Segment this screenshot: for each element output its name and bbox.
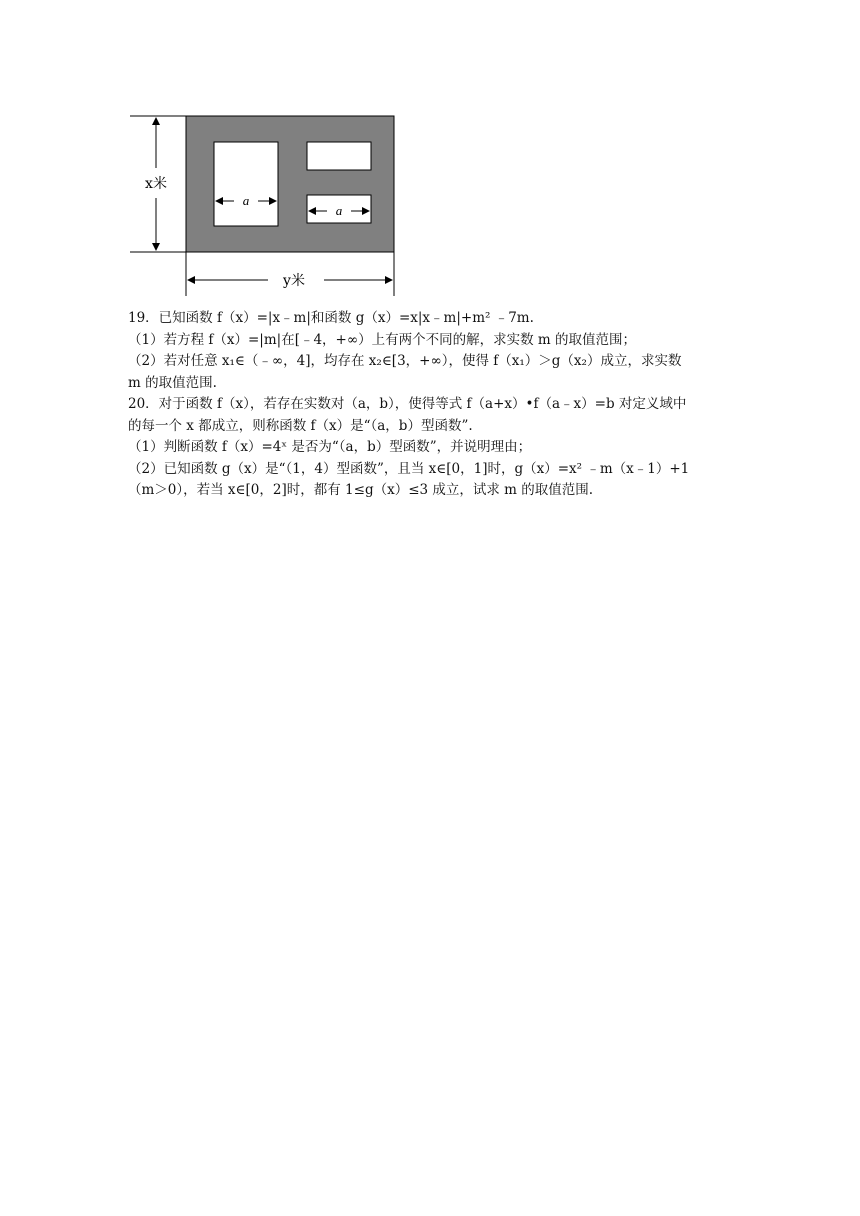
- problem-text: [128, 308, 738, 502]
- y-label: y米: [283, 273, 305, 289]
- x-label: x米: [145, 176, 167, 192]
- problem20-line5: （m＞0），若当 x∈[0，2]时，都有 1≤g（x）≤3 成立，试求 m 的取值范围.: [128, 482, 594, 498]
- problem20-line3: （1）判断函数 f（x）=4ˣ 是否为“（a，b）型函数”，并说明理由；: [128, 439, 532, 455]
- top-right-window: [307, 142, 371, 170]
- problem19-line3: （2）若对任意 x₁∈（﹣∞，4]，均存在 x₂∈[3，+∞），使得 f（x₁）＞g（x₂）成立，求实数: [128, 353, 682, 369]
- problem19-line4: m 的取值范围.: [128, 374, 217, 391]
- window-layout-figure: [128, 110, 408, 300]
- a-label-1: a: [242, 193, 250, 208]
- problem20-line2: 的每一个 x 都成立，则称函数 f（x）是“（a，b）型函数”.: [128, 417, 473, 434]
- figure-svg: [128, 110, 408, 300]
- a-label-2: a: [335, 203, 343, 218]
- problem19-line2: （1）若方程 f（x）=|m|在[﹣4，+∞）上有两个不同的解，求实数 m 的取值范围；: [128, 331, 636, 348]
- tall-window: [214, 142, 278, 226]
- problem19-line1: 19．已知函数 f（x）=|x﹣m|和函数 g（x）=x|x﹣m|+m² ﹣7m.: [128, 310, 534, 326]
- problem20-line4: （2）已知函数 g（x）是“（1，4）型函数”，且当 x∈[0，1]时，g（x）=x² ﹣m（x﹣1）+1: [128, 460, 690, 477]
- problem20-line1: 20．对于函数 f（x），若存在实数对（a，b），使得等式 f（a+x）•f（a﹣x）=b 对定义域中: [128, 396, 687, 412]
